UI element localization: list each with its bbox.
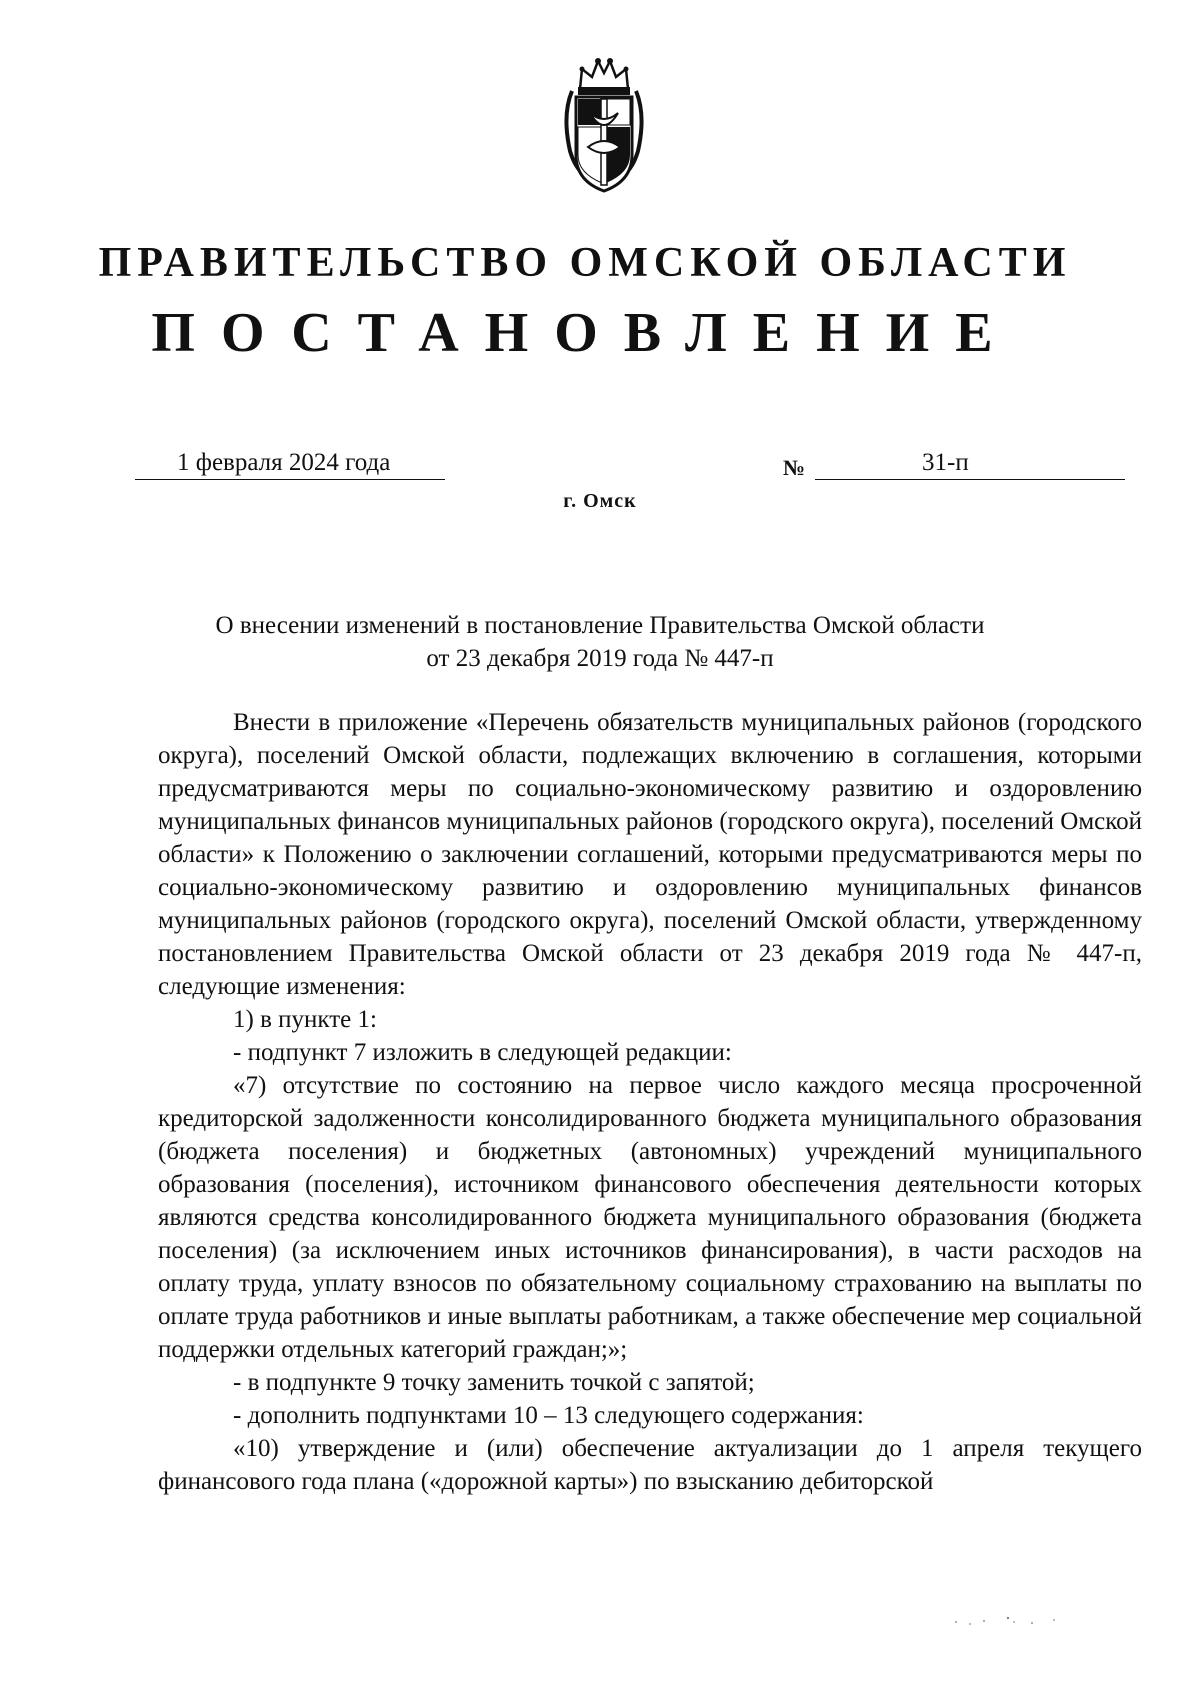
body-paragraph: «7) отсутствие по состоянию на первое число каждого месяца просроченной кредиторской задолженности консолидированного бюджета муниципального образования (бюджета поселения) и бюджетных (автономных) учреждений муниципального образования (поселения), источником финансового обеспечения деятельности которых являются средства консолидированного бюджета муниципального образования (бюджета поселения) (за исключением иных источников финансирования), в части расходов на оплату труда, уплату взносов по обязательному социальному страхованию на выплаты по оплате труда работников и иные выплаты работникам, а также обеспечение мер социальной поддержки отдельных категорий граждан;»; [158, 1072, 1142, 1363]
document-date-field [135, 447, 445, 480]
body-paragraph: «10) утверждение и (или) обеспечение актуализации до 1 апреля текущего финансового года плана («дорожной карты») по взысканию дебиторской [158, 1435, 1142, 1495]
body-paragraph: - подпункт 7 изложить в следующей редакции: [233, 1039, 732, 1066]
body-paragraph: - дополнить подпунктами 10 – 13 следующего содержания: [233, 1402, 864, 1429]
document-number-field [815, 447, 1125, 480]
document-number: 31-п [922, 449, 969, 476]
body-paragraph: - в подпункте 9 точку заменить точкой с запятой; [233, 1369, 755, 1396]
document-body [158, 706, 1142, 1498]
subject-line-2: от 23 декабря 2019 года № 447-п [426, 645, 774, 672]
document-city: г. Омск [563, 490, 637, 512]
document-type-title: ПОСТАНОВЛЕНИЕ [151, 302, 1019, 364]
number-sign: № [783, 455, 806, 480]
organization-title: ПРАВИТЕЛЬСТВО ОМСКОЙ ОБЛАСТИ [98, 240, 1072, 286]
subject-line-1: О внесении изменений в постановление Правительства Омской области [215, 612, 985, 639]
body-paragraph: Внести в приложение «Перечень обязательств муниципальных районов (городского округа), поселений Омской области, подлежащих включению в соглашения, которыми предусматриваются меры по социально-экономическому развитию и оздоровлению муниципальных финансов муниципальных районов (городского округа), поселений Омской области» к Положению о заключении соглашений, которыми предусматриваются меры по социально-экономическому развитию и оздоровлению муниципальных финансов муниципальных районов (городского округа), поселений Омской области, утвержденному постановлением Правительства Омской области от 23 декабря 2019 года № 447-п, следующие изменения: [158, 709, 1142, 1000]
scan-artifact [950, 1610, 1070, 1630]
body-paragraph: 1) в пункте 1: [233, 1006, 377, 1033]
document-date: 1 февраля 2024 года [177, 449, 391, 476]
document-subject [160, 609, 1040, 675]
coat-of-arms-icon [558, 55, 650, 195]
